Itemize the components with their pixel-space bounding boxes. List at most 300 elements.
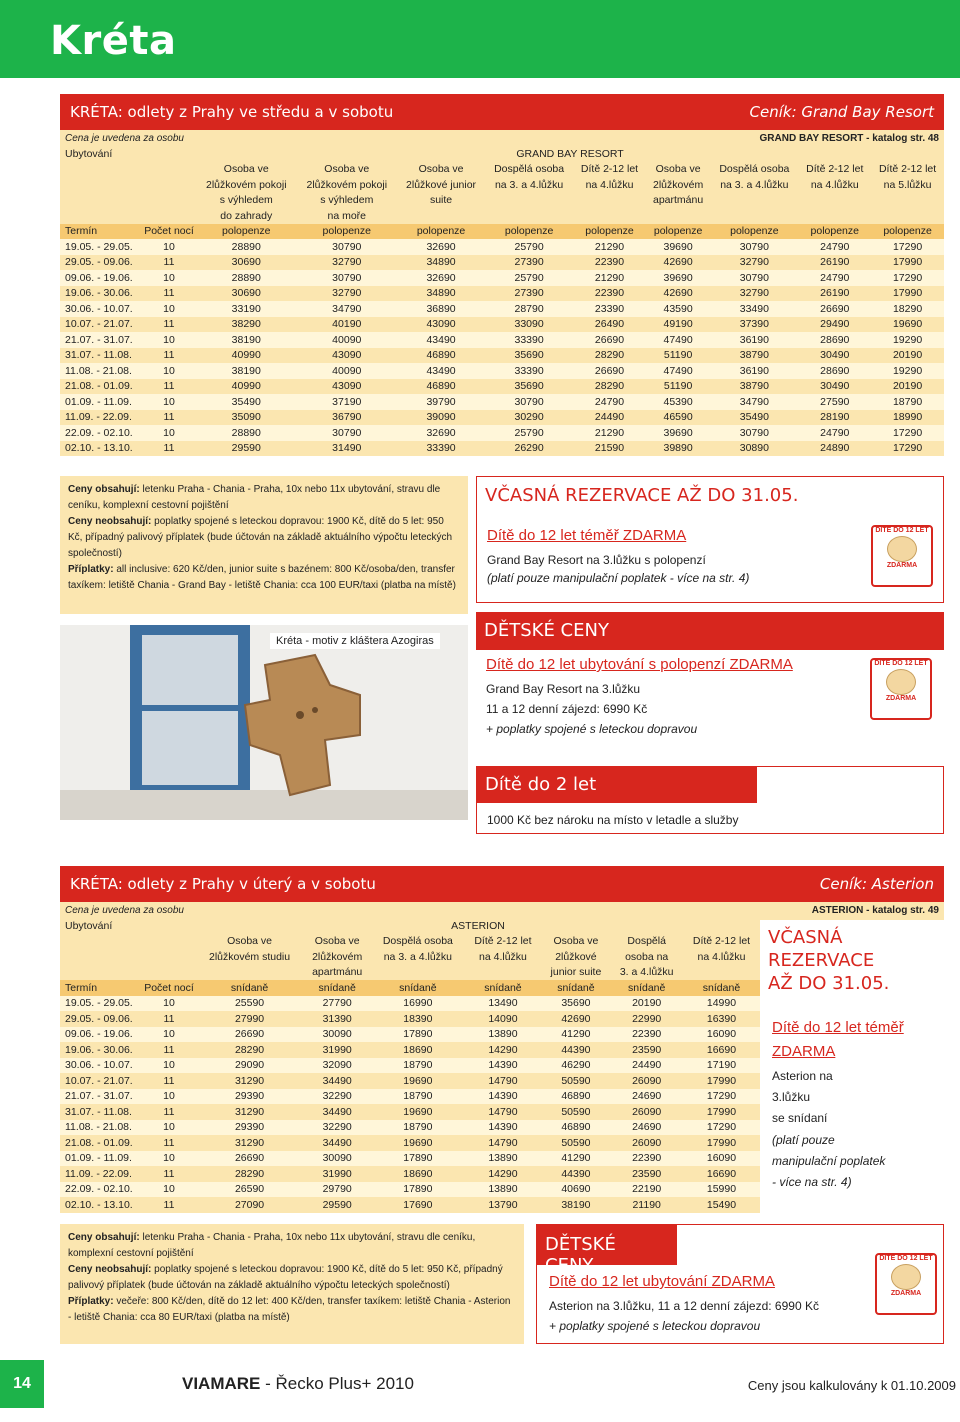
price-cell: 28690 — [798, 332, 871, 348]
table-row — [60, 379, 944, 395]
table-row — [60, 1042, 760, 1058]
price-cell: 29790 — [303, 1182, 371, 1198]
price-cell: 31490 — [297, 441, 398, 457]
nights-cell: 11 — [142, 1073, 196, 1089]
price-cell: 32790 — [710, 286, 798, 302]
price-cell: 26690 — [798, 301, 871, 317]
board-label: snídaně — [541, 980, 610, 996]
price-cell: 14790 — [464, 1104, 541, 1120]
catalog-ref: GRAND BAY RESORT - katalog str. 48 — [759, 132, 939, 144]
price-cell: 40090 — [297, 332, 398, 348]
price-cell: 35490 — [710, 410, 798, 426]
column-header: na 5.lůžku — [871, 177, 944, 193]
column-header: na 4.lůžku — [683, 949, 760, 965]
price-cell: 19290 — [871, 363, 944, 379]
price-cell: 43090 — [397, 317, 485, 333]
price-cell: 17290 — [871, 270, 944, 286]
price-cell: 19690 — [371, 1135, 464, 1151]
price-cell: 22190 — [610, 1182, 683, 1198]
price-cell: 18790 — [871, 394, 944, 410]
table-row — [60, 1197, 760, 1213]
column-header: Osoba ve — [541, 934, 610, 950]
price-cell: 32690 — [397, 239, 485, 255]
nights-cell: 10 — [142, 996, 196, 1012]
photo-illustration — [60, 625, 468, 820]
nights-cell: 11 — [142, 1042, 196, 1058]
price-cell: 17690 — [371, 1197, 464, 1213]
price-cell: 28890 — [196, 270, 297, 286]
column-header: na moře — [297, 208, 398, 224]
date-cell: 11.09. - 22.09. — [60, 410, 142, 426]
column-header-row — [60, 965, 760, 981]
column-header — [485, 208, 573, 224]
includes-text: letenku Praha - Chania - Praha, 10x nebo 11x ubytování, stravu dle ceníku, komplexní cestovní pojištění — [68, 484, 441, 511]
date-cell: 11.08. - 21.08. — [60, 363, 142, 379]
nights-cell: 10 — [142, 1151, 196, 1167]
price-cell: 32090 — [303, 1058, 371, 1074]
badge-bottom-text: ZDARMA — [886, 562, 918, 569]
price-cell: 15490 — [683, 1197, 760, 1213]
price-cell: 36190 — [710, 332, 798, 348]
price-cell: 33190 — [196, 301, 297, 317]
price-cell: 40990 — [196, 379, 297, 395]
price-cell: 31990 — [303, 1166, 371, 1182]
price-cell: 38190 — [196, 363, 297, 379]
kids-prices-title: DĚTSKÉ CENY — [476, 612, 944, 650]
price-table — [60, 146, 944, 456]
column-header — [871, 208, 944, 224]
header-row — [60, 918, 760, 934]
price-cell: 34890 — [397, 286, 485, 302]
date-cell: 19.06. - 30.06. — [60, 1042, 142, 1058]
date-cell: 22.09. - 02.10. — [60, 1182, 142, 1198]
price-cell: 51190 — [646, 348, 710, 364]
price-cell: 30790 — [710, 239, 798, 255]
nights-cell: 10 — [142, 270, 196, 286]
price-cell: 28690 — [798, 363, 871, 379]
column-header: junior suite — [541, 965, 610, 981]
board-label: polopenze — [646, 224, 710, 240]
price-cell: 42690 — [646, 255, 710, 271]
column-header-row — [60, 162, 944, 178]
price-cell: 16990 — [371, 996, 464, 1012]
price-cell: 32690 — [397, 425, 485, 441]
board-label: polopenze — [485, 224, 573, 240]
price-cell: 15990 — [683, 1182, 760, 1198]
price-cell: 33490 — [710, 301, 798, 317]
price-cell: 30090 — [303, 1027, 371, 1043]
price-cell: 22390 — [573, 286, 646, 302]
price-cell: 18690 — [371, 1166, 464, 1182]
catalog-ref: ASTERION - katalog str. 49 — [811, 904, 939, 916]
empty-cell — [60, 193, 142, 209]
date-cell: 02.10. - 13.10. — [60, 441, 142, 457]
price-cell: 41290 — [541, 1027, 610, 1043]
table-row — [60, 996, 760, 1012]
hotel-name: GRAND BAY RESORT — [196, 146, 944, 162]
term-row — [60, 980, 760, 996]
price-cell: 16090 — [683, 1027, 760, 1043]
price-cell: 50590 — [541, 1104, 610, 1120]
column-header — [798, 193, 871, 209]
early-note-line1: (platí pouze — [772, 1133, 835, 1147]
price-cell: 22390 — [610, 1151, 683, 1167]
table-row — [60, 425, 944, 441]
price-cell: 26690 — [573, 363, 646, 379]
table-row — [60, 286, 944, 302]
price-cell: 30690 — [196, 255, 297, 271]
child-face-icon — [887, 536, 917, 562]
price-cell: 14390 — [464, 1058, 541, 1074]
price-cell: 26490 — [573, 317, 646, 333]
price-cell: 24790 — [798, 425, 871, 441]
column-header: 2lůžkové junior — [397, 177, 485, 193]
price-cell: 29390 — [196, 1120, 303, 1136]
price-cell: 36190 — [710, 363, 798, 379]
kids-prices-subtitle: Dítě do 12 let ubytování ZDARMA — [549, 1273, 775, 1290]
early-booking-box — [476, 476, 944, 603]
price-cell: 41290 — [541, 1151, 610, 1167]
price-cell: 30790 — [485, 394, 573, 410]
price-cell: 43590 — [646, 301, 710, 317]
child-free-badge-2 — [870, 658, 932, 720]
column-header: Osoba ve — [196, 162, 297, 178]
price-cell: 17190 — [683, 1058, 760, 1074]
board-label: snídaně — [303, 980, 371, 996]
price-cell: 26090 — [610, 1135, 683, 1151]
column-header: Dítě 2-12 let — [871, 162, 944, 178]
price-cell: 13890 — [464, 1027, 541, 1043]
board-label: polopenze — [798, 224, 871, 240]
price-cell: 46890 — [397, 348, 485, 364]
nights-cell: 10 — [142, 425, 196, 441]
price-cell: 33390 — [397, 441, 485, 457]
early-text-line3: se snídaní — [772, 1111, 828, 1125]
section-grand-bay — [60, 94, 944, 456]
price-cell: 26090 — [610, 1073, 683, 1089]
price-cell: 30790 — [710, 425, 798, 441]
price-cell: 37390 — [710, 317, 798, 333]
price-cell: 34790 — [297, 301, 398, 317]
price-cell: 33390 — [485, 332, 573, 348]
price-cell: 39690 — [646, 270, 710, 286]
price-cell: 32790 — [297, 286, 398, 302]
nights-cell: 10 — [142, 363, 196, 379]
column-header — [485, 193, 573, 209]
column-header: 2lůžkovém pokoji — [196, 177, 297, 193]
section-header — [60, 866, 944, 902]
column-header — [683, 965, 760, 981]
price-cell: 18790 — [371, 1089, 464, 1105]
price-cell: 21290 — [573, 239, 646, 255]
infant-line1: 1000 Kč bez nároku na místo v letadle a služby — [487, 813, 739, 827]
kids-line2: 11 a 12 denní zájezd: 6990 Kč — [486, 702, 648, 716]
column-header — [871, 193, 944, 209]
price-cell: 43090 — [297, 348, 398, 364]
early-text-line2: 3.lůžku — [772, 1090, 811, 1104]
price-cell: 20190 — [871, 348, 944, 364]
table-row — [60, 1120, 760, 1136]
price-cell: 17290 — [683, 1089, 760, 1105]
price-note: Cena je uvedena za osobu — [65, 132, 184, 144]
early-sub-line1: Dítě do 12 let téměř — [772, 1019, 904, 1036]
price-cell: 25790 — [485, 425, 573, 441]
board-label: polopenze — [710, 224, 798, 240]
board-label: snídaně — [610, 980, 683, 996]
badge-top-text: DÍTĚ DO 12 LET — [875, 527, 929, 534]
column-header: do zahrady — [196, 208, 297, 224]
date-cell: 01.09. - 11.09. — [60, 1151, 142, 1167]
price-cell: 17990 — [683, 1135, 760, 1151]
table-row — [60, 1027, 760, 1043]
price-cell: 35690 — [485, 348, 573, 364]
price-cell: 32290 — [303, 1120, 371, 1136]
page-number: 14 — [0, 1360, 44, 1408]
price-cell: 29490 — [798, 317, 871, 333]
price-cell: 38190 — [541, 1197, 610, 1213]
price-cell: 19690 — [371, 1104, 464, 1120]
excludes-label: Ceny neobsahují: — [68, 1264, 152, 1275]
price-cell: 20190 — [871, 379, 944, 395]
page-footer — [0, 1360, 960, 1408]
price-cell: 21290 — [573, 425, 646, 441]
price-cell: 38790 — [710, 379, 798, 395]
date-cell: 11.09. - 22.09. — [60, 1166, 142, 1182]
price-cell: 24690 — [610, 1089, 683, 1105]
price-cell: 26190 — [798, 286, 871, 302]
price-cell: 23590 — [610, 1042, 683, 1058]
column-header: Dítě 2-12 let — [573, 162, 646, 178]
price-cell: 27990 — [196, 1011, 303, 1027]
supplements-label: Příplatky: — [68, 1296, 114, 1307]
price-cell: 16690 — [683, 1042, 760, 1058]
column-header: s výhledem — [196, 193, 297, 209]
kids-line1: Grand Bay Resort na 3.lůžku — [486, 682, 641, 696]
price-cell: 14390 — [464, 1120, 541, 1136]
price-cell: 37190 — [297, 394, 398, 410]
nights-cell: 11 — [142, 379, 196, 395]
column-header — [798, 208, 871, 224]
calc-note: Ceny jsou kalkulovány k 01.10.2009 — [747, 1378, 956, 1393]
nights-cell: 11 — [142, 286, 196, 302]
early-sub-line2: ZDARMA — [772, 1043, 836, 1060]
price-cell: 17290 — [871, 425, 944, 441]
early-booking-note — [772, 1130, 885, 1193]
empty-cell — [142, 949, 196, 965]
price-cell: 14290 — [464, 1166, 541, 1182]
empty-cell — [60, 162, 142, 178]
badge-top-text: DÍTĚ DO 12 LET — [874, 660, 928, 667]
table-row — [60, 332, 944, 348]
price-cell: 14990 — [683, 996, 760, 1012]
column-header — [397, 208, 485, 224]
date-cell: 29.05. - 09.06. — [60, 255, 142, 271]
price-cell: 50590 — [541, 1135, 610, 1151]
price-cell: 26090 — [610, 1104, 683, 1120]
price-cell: 28790 — [485, 301, 573, 317]
table-row — [60, 1058, 760, 1074]
column-header — [371, 965, 464, 981]
price-cell: 21290 — [573, 270, 646, 286]
date-cell: 19.06. - 30.06. — [60, 286, 142, 302]
price-cell: 50590 — [541, 1073, 610, 1089]
price-list-title: Ceník: Grand Bay Resort — [749, 103, 934, 121]
nights-cell: 11 — [142, 1166, 196, 1182]
price-cell: 42690 — [541, 1011, 610, 1027]
column-header: apartmánu — [303, 965, 371, 981]
column-header: Dospělá osoba — [371, 934, 464, 950]
column-header: na 3. a 4.lůžku — [710, 177, 798, 193]
price-cell: 24490 — [610, 1058, 683, 1074]
price-cell: 46890 — [541, 1089, 610, 1105]
price-cell: 29390 — [196, 1089, 303, 1105]
child-free-badge — [871, 525, 933, 587]
price-cell: 20190 — [610, 996, 683, 1012]
kids-prices-title: DĚTSKÉ CENY — [537, 1225, 677, 1265]
price-cell: 21190 — [610, 1197, 683, 1213]
price-cell: 40190 — [297, 317, 398, 333]
price-cell: 17990 — [683, 1073, 760, 1089]
table-row — [60, 1182, 760, 1198]
child-face-icon — [891, 1264, 921, 1290]
board-label: polopenze — [871, 224, 944, 240]
date-cell: 11.08. - 21.08. — [60, 1120, 142, 1136]
price-cell: 51190 — [646, 379, 710, 395]
date-cell: 02.10. - 13.10. — [60, 1197, 142, 1213]
table-row — [60, 1151, 760, 1167]
price-cell: 34490 — [303, 1104, 371, 1120]
column-header: 3. a 4.lůžku — [610, 965, 683, 981]
table-row — [60, 363, 944, 379]
price-cell: 34890 — [397, 255, 485, 271]
excludes-text: poplatky spojené s leteckou dopravou: 1900 Kč, dítě do 5 let: 950 Kč, případný palivový příplatek (bude účtován na základě aktuálního výpočtu leteckých společností) — [68, 516, 453, 559]
table-row — [60, 255, 944, 271]
nights-cell: 10 — [142, 1089, 196, 1105]
price-cell: 29590 — [196, 441, 297, 457]
price-cell: 17990 — [871, 255, 944, 271]
date-cell: 19.05. - 29.05. — [60, 239, 142, 255]
page-banner — [0, 0, 960, 78]
early-booking-line1: Grand Bay Resort na 3.lůžku s polopenzí — [487, 553, 706, 567]
column-header-row — [60, 177, 944, 193]
nights-cell: 11 — [142, 1197, 196, 1213]
price-table — [60, 918, 760, 1213]
column-header — [710, 193, 798, 209]
price-cell: 17290 — [683, 1120, 760, 1136]
column-header-row — [60, 934, 760, 950]
price-cell: 27390 — [485, 255, 573, 271]
board-label: snídaně — [464, 980, 541, 996]
price-cell: 17890 — [371, 1151, 464, 1167]
price-cell: 32290 — [303, 1089, 371, 1105]
includes-text: letenku Praha - Chania - Praha, 10x nebo 11x ubytování, stravu dle ceníku, komplexní cestovní pojištění — [68, 1232, 476, 1259]
price-cell: 31390 — [303, 1011, 371, 1027]
nights-cell: 10 — [142, 394, 196, 410]
price-cell: 42690 — [646, 286, 710, 302]
column-header: na 3. a 4.lůžku — [371, 949, 464, 965]
child-face-icon — [886, 669, 916, 695]
price-cell: 30290 — [485, 410, 573, 426]
early-booking-title: VČASNÁ REZERVACE AŽ DO 31.05. — [485, 485, 799, 506]
price-cell: 36790 — [297, 410, 398, 426]
price-cell: 18390 — [371, 1011, 464, 1027]
price-cell: 39790 — [397, 394, 485, 410]
price-cell: 13890 — [464, 1151, 541, 1167]
empty-cell — [60, 965, 142, 981]
badge-top-text: DÍTĚ DO 12 LET — [879, 1255, 933, 1262]
column-header-row — [60, 193, 944, 209]
price-cell: 35490 — [196, 394, 297, 410]
table-row — [60, 317, 944, 333]
kids-line1: Asterion na 3.lůžku, 11 a 12 denní zájezd: 6990 Kč — [549, 1299, 819, 1313]
price-cell: 28190 — [798, 410, 871, 426]
empty-cell — [142, 146, 196, 162]
price-cell: 22990 — [610, 1011, 683, 1027]
early-booking-subtitle — [772, 1016, 904, 1064]
table-row — [60, 1104, 760, 1120]
price-cell: 38190 — [196, 332, 297, 348]
date-cell: 10.07. - 21.07. — [60, 317, 142, 333]
table-row — [60, 1135, 760, 1151]
column-header: 2lůžkové — [541, 949, 610, 965]
price-cell: 44390 — [541, 1042, 610, 1058]
price-cell: 22390 — [610, 1027, 683, 1043]
excludes-text: poplatky spojené s leteckou dopravou: 1900 Kč, dítě do 5 let: 950 Kč, případný palivový příplatek (bude účtován na základě aktuálního výpočtu leteckých společností) — [68, 1264, 503, 1291]
kids-line2: + poplatky spojené s leteckou dopravou — [549, 1319, 761, 1333]
column-header: Dítě 2-12 let — [798, 162, 871, 178]
price-cell: 24790 — [798, 270, 871, 286]
price-cell: 30790 — [297, 239, 398, 255]
board-label: snídaně — [196, 980, 303, 996]
column-header: na 4.lůžku — [464, 949, 541, 965]
empty-cell — [60, 934, 142, 950]
price-cell: 18690 — [371, 1042, 464, 1058]
price-cell: 36890 — [397, 301, 485, 317]
empty-cell — [60, 208, 142, 224]
brand — [182, 1374, 414, 1394]
price-cell: 25790 — [485, 270, 573, 286]
board-label: polopenze — [397, 224, 485, 240]
nights-label: Počet nocí — [142, 980, 196, 996]
price-cell: 16090 — [683, 1151, 760, 1167]
price-cell: 34490 — [303, 1073, 371, 1089]
empty-cell — [142, 965, 196, 981]
price-cell: 26590 — [196, 1182, 303, 1198]
price-cell: 49190 — [646, 317, 710, 333]
photo-caption: Kréta - motiv z kláštera Azogiras — [270, 633, 440, 649]
price-cell: 26690 — [196, 1151, 303, 1167]
price-cell: 29090 — [196, 1058, 303, 1074]
price-cell: 26290 — [485, 441, 573, 457]
price-cell: 34790 — [710, 394, 798, 410]
price-cell: 31990 — [303, 1042, 371, 1058]
price-cell: 22390 — [573, 255, 646, 271]
price-cell: 14090 — [464, 1011, 541, 1027]
price-cell: 31290 — [196, 1135, 303, 1151]
term-row — [60, 224, 944, 240]
price-cell: 40990 — [196, 348, 297, 364]
price-cell: 30090 — [303, 1151, 371, 1167]
price-cell: 31290 — [196, 1104, 303, 1120]
monastery-photo — [60, 625, 468, 820]
date-cell: 31.07. - 11.08. — [60, 348, 142, 364]
section-title: KRÉTA: odlety z Prahy v úterý a v sobotu — [70, 875, 376, 893]
price-cell: 16390 — [683, 1011, 760, 1027]
term-label: Termín — [60, 980, 142, 996]
excludes-label: Ceny neobsahují: — [68, 516, 152, 527]
date-cell: 21.08. - 01.09. — [60, 1135, 142, 1151]
header-row — [60, 146, 944, 162]
